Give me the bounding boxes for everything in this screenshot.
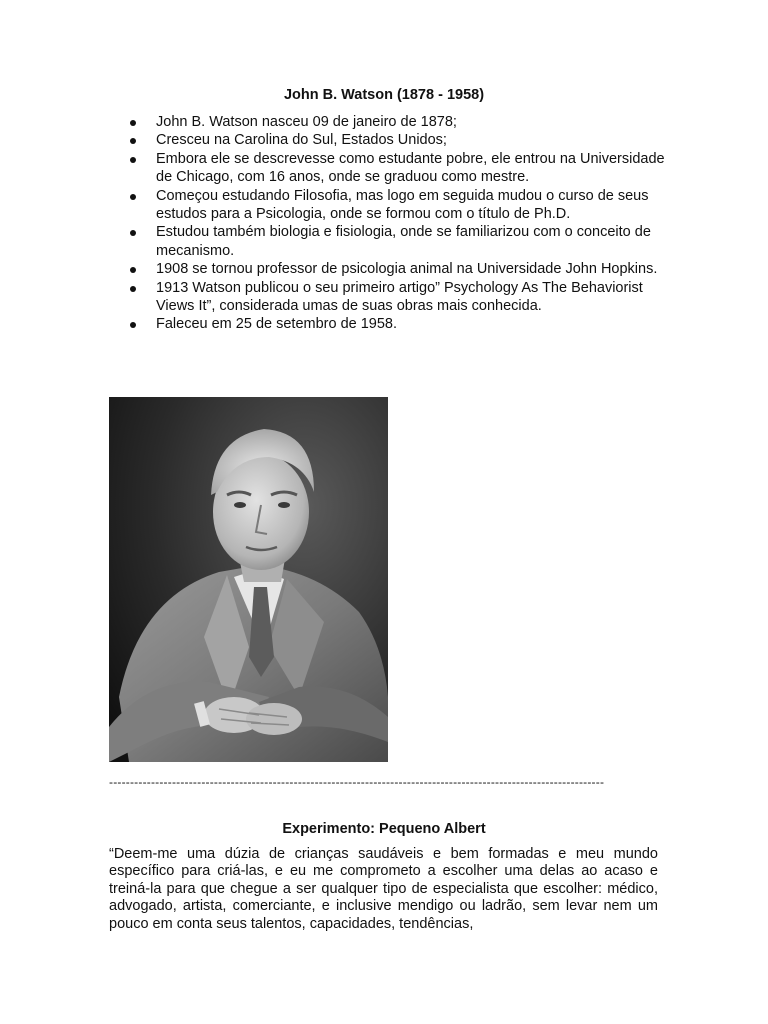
bio-list [128,113,668,334]
list-item: Estudou também biologia e fisiologia, onde se familiarizou com o conceito de mecanismo. [128,223,668,260]
section-title: Experimento: Pequeno Albert [282,821,486,837]
bullet-icon [130,194,136,200]
list-item: John B. Watson nasceu 09 de janeiro de 1878; [128,113,668,131]
bullet-icon [130,267,136,273]
bullet-icon [130,120,136,126]
list-item: Embora ele se descrevesse como estudante pobre, ele entrou na Universidade de Chicago, com 16 anos, onde se graduou como mestre. [128,150,668,187]
list-item: 1913 Watson publicou o seu primeiro artigo” Psychology As The Behaviorist Views It”, considerada umas de suas obras mais conhecida. [128,279,668,316]
page-title: John B. Watson (1878 - 1958) [283,87,485,103]
quote-paragraph: “Deem-me uma dúzia de crianças saudáveis e bem formadas e meu mundo específico para criá-las, e eu me comprometo a escolher uma delas ao acaso e treiná-la para que chegue a ser qualquer tipo de especialista que escolher: médico, advogado, artista, comerciante, e inclusive mendigo ou ladrão, sem levar nem um pouco em conta seus talentos, capacidades, tendências, [109,846,658,932]
bullet-icon [130,322,136,328]
portrait-photo [109,397,388,762]
bullet-icon [130,138,136,144]
bullet-icon [130,286,136,292]
list-item: 1908 se tornou professor de psicologia animal na Universidade John Hopkins. [128,260,668,278]
bullet-icon [130,157,136,163]
portrait-illustration [109,397,388,762]
bullet-icon [130,230,136,236]
separator-line: ---------------------------------------------------------------------------------------------------------------------- [109,775,605,789]
list-item: Faleceu em 25 de setembro de 1958. [128,315,668,333]
list-item: Começou estudando Filosofia, mas logo em seguida mudou o curso de seus estudos para a Psicologia, onde se formou com o título de Ph.D. [128,187,668,224]
list-item: Cresceu na Carolina do Sul, Estados Unidos; [128,131,668,149]
